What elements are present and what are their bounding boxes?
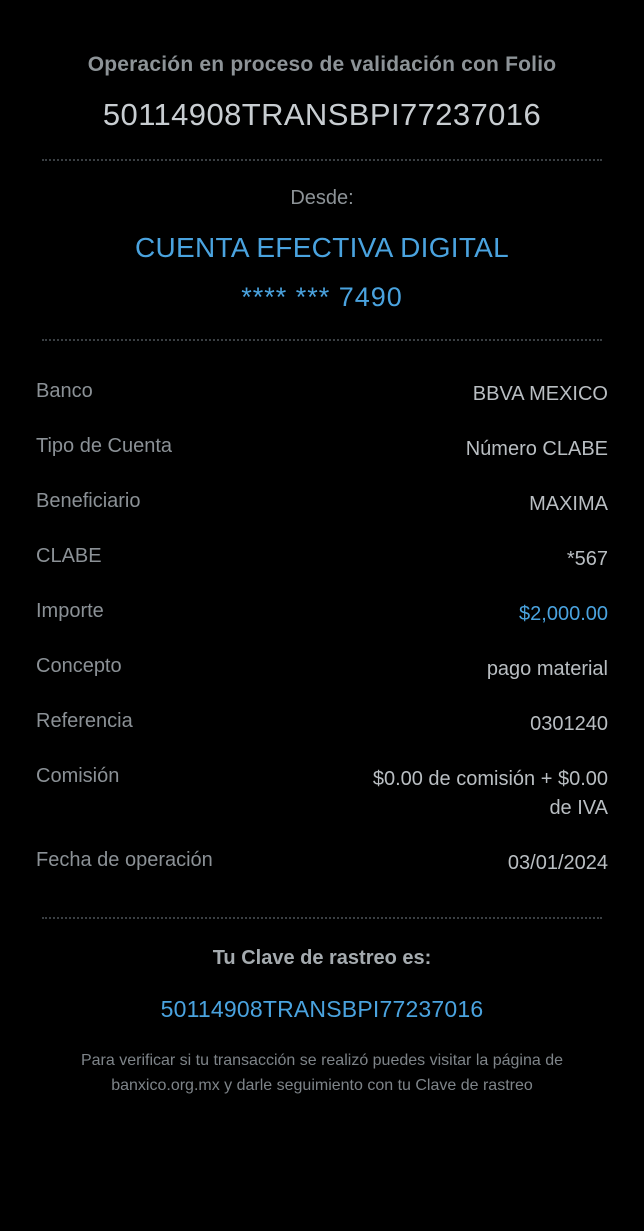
detail-label-tipo-de-cuenta: Tipo de Cuenta — [36, 435, 173, 458]
detail-value-importe: $2,000.00 — [519, 603, 608, 626]
divider-middle — [42, 339, 602, 341]
tracking-code-value: 50114908TRANSBPI77237016 — [160, 996, 484, 1023]
table-row — [36, 532, 608, 587]
table-row — [36, 752, 608, 836]
detail-value-comision: $0.00 de comisión + $0.00 de IVA — [372, 768, 608, 820]
source-account-mask: **** *** 7490 — [241, 282, 403, 313]
detail-value-tipo-de-cuenta: Número CLABE — [465, 438, 608, 461]
source-label: Desde: — [290, 187, 354, 210]
detail-value-clabe: *567 — [566, 548, 608, 571]
divider-top — [42, 159, 602, 161]
table-row — [36, 836, 608, 891]
table-row — [36, 587, 608, 642]
source-account-name: CUENTA EFECTIVA DIGITAL — [134, 232, 510, 264]
detail-label-banco: Banco — [36, 380, 93, 403]
detail-value-banco: BBVA MEXICO — [472, 383, 608, 406]
verification-footnote: Para verificar si tu transacción se realizó puedes visitar la página de banxico.org.mx y darle seguimiento con tu Clave de rastreo — [80, 1052, 564, 1094]
detail-label-referencia: Referencia — [36, 710, 133, 733]
detail-label-beneficiario: Beneficiario — [36, 490, 141, 513]
receipt-folio: 50114908TRANSBPI77237016 — [102, 97, 542, 133]
detail-label-concepto: Concepto — [36, 655, 122, 678]
detail-label-clabe: CLABE — [36, 545, 102, 568]
details-list — [36, 367, 608, 891]
table-row — [36, 697, 608, 752]
detail-value-referencia: 0301240 — [530, 713, 608, 736]
table-row — [36, 642, 608, 697]
divider-bottom — [42, 917, 602, 919]
table-row — [36, 477, 608, 532]
table-row — [36, 422, 608, 477]
detail-label-fecha-de-operacion: Fecha de operación — [36, 849, 213, 872]
tracking-code-label: Tu Clave de rastreo es: — [212, 947, 432, 970]
detail-label-importe: Importe — [36, 600, 104, 623]
detail-label-comision: Comisión — [36, 765, 120, 788]
detail-value-concepto: pago material — [486, 658, 608, 681]
detail-value-beneficiario: MAXIMA — [529, 493, 608, 516]
table-row — [36, 367, 608, 422]
detail-value-fecha-de-operacion: 03/01/2024 — [507, 852, 608, 875]
receipt-status-title: Operación en proceso de validación con Folio — [87, 53, 557, 76]
